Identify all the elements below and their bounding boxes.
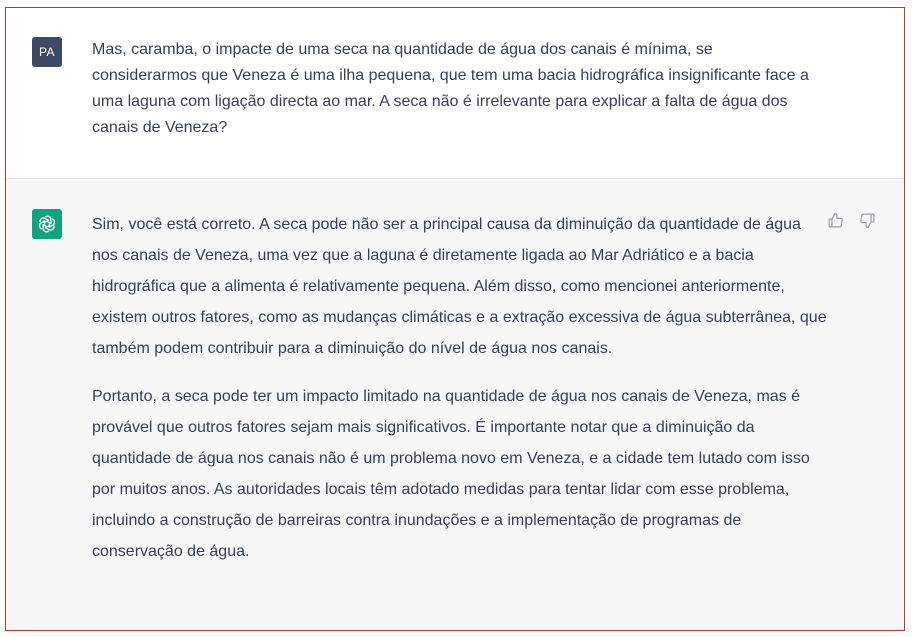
conversation-frame [5,7,905,631]
user-avatar: PA [32,37,62,67]
assistant-message-text [92,209,827,584]
thumbs-down-icon [859,212,876,229]
thumbs-up-icon [827,212,844,229]
feedback-controls [824,209,878,231]
user-message-text: Mas, caramba, o impacte de uma seca na quantidade de água dos canais é mínima, se considerarmos que Veneza é uma ilha pequena, que tem uma bacia hidrográfica insignificante face a uma laguna com ligação directa ao mar. A seca não é irrelevante para explicar a falta de água dos canais de Veneza? [92,41,809,136]
user-message-block [6,8,904,179]
assistant-message-block [6,179,904,631]
assistant-paragraph-1: Sim, você está correto. A seca pode não ser a principal causa da diminuição da quantidade de água nos canais de Veneza, uma vez que a laguna é diretamente ligada ao Mar Adriático e a bacia hidrográfica que a alimenta é relativamente pequena. Além disso, como mencionei anteriormente, existem outros fatores, como as mudanças climáticas e a extração excessiva de água subterrânea, que também podem contribuir para a diminuição do nível de água nos canais. [92,216,827,357]
assistant-paragraph-2: Portanto, a seca pode ter um impacto limitado na quantidade de água nos canais de Veneza, mas é provável que outros fatores sejam mais significativos. É importante notar que a diminuição da quantidade de água nos canais não é um problema novo em Veneza, e a cidade tem lutado com isso por muitos anos. As autoridades locais têm adotado medidas para tentar lidar com esse problema, incluindo a construção de barreiras contra inundações e a implementação de programas de conservação de água. [92,388,810,560]
openai-logo-icon [32,209,62,239]
thumbs-up-button[interactable] [824,209,846,231]
thumbs-down-button[interactable] [856,209,878,231]
